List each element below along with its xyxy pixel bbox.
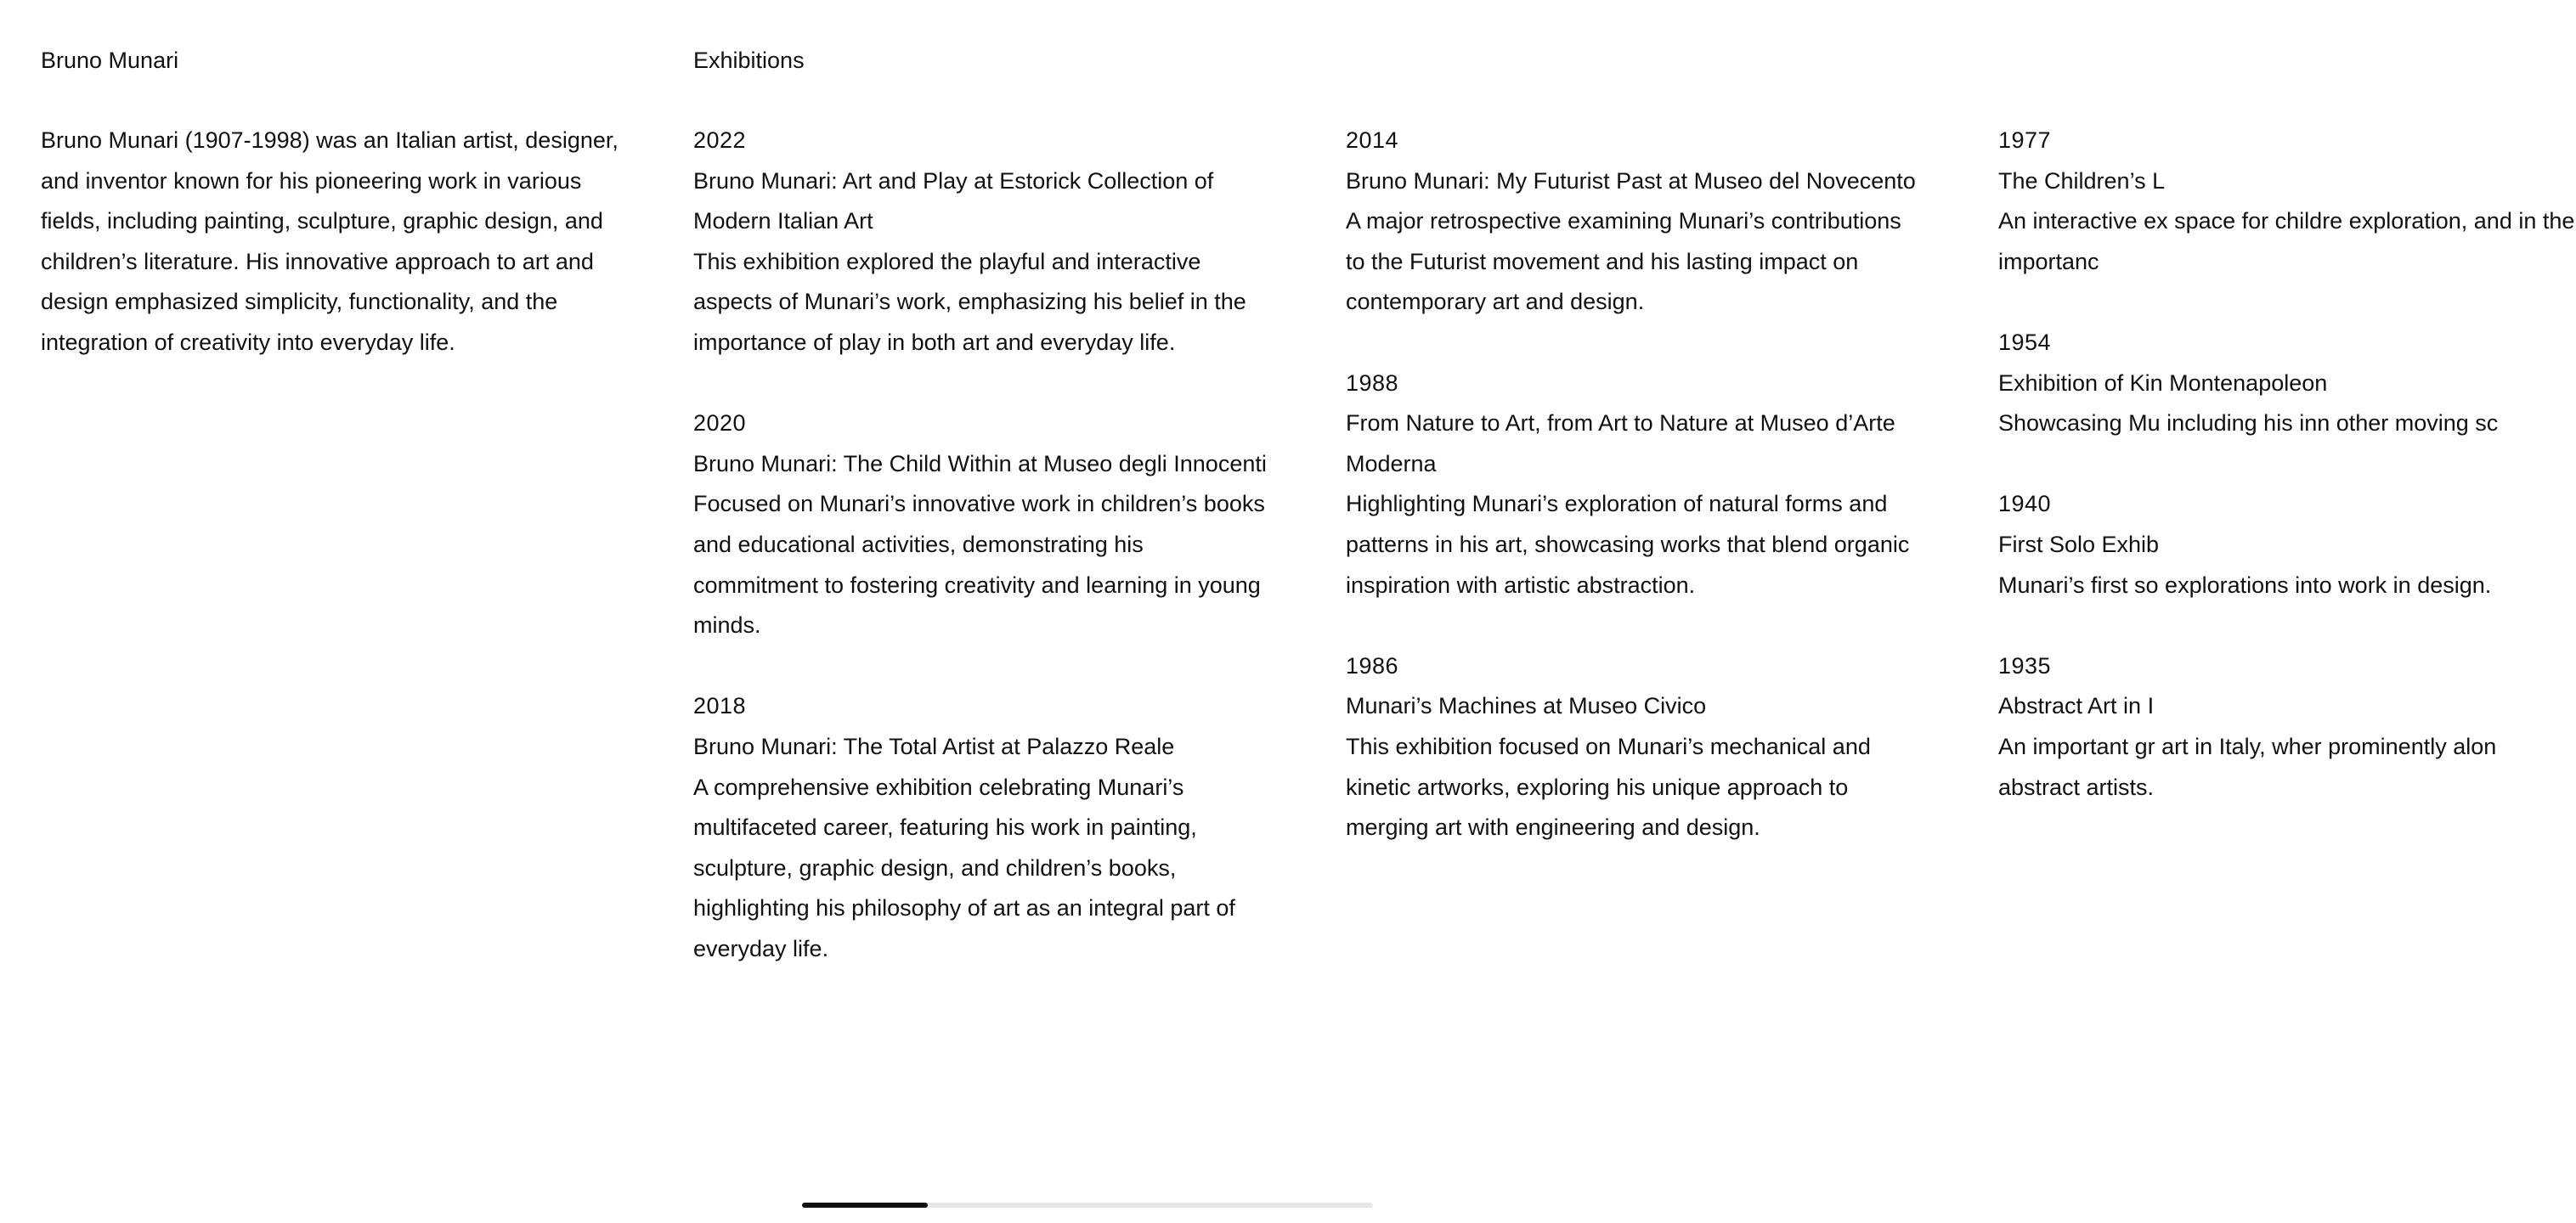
artist-name-heading: Bruno Munari bbox=[41, 48, 179, 73]
exhibition-entry bbox=[1346, 646, 1924, 848]
exhibition-year: 1954 bbox=[1998, 329, 2052, 355]
exhibition-year: 2018 bbox=[693, 693, 747, 719]
scrollbar-thumb[interactable] bbox=[802, 1203, 928, 1208]
exhibition-description: This exhibition focused on Munari’s mechanical and kinetic artworks, exploring his unique approach to merging art with engineering and design. bbox=[1346, 733, 1871, 841]
exhibition-title: First Solo Exhib bbox=[1998, 531, 2160, 557]
exhibition-title: Bruno Munari: My Futurist Past at Museo del Novecento bbox=[1346, 167, 1916, 194]
exhibition-entry bbox=[1998, 323, 2576, 444]
artist-bio-text: Bruno Munari (1907-1998) was an Italian artist, designer, and inventor known for his pioneering work in various fields, including painting, sculpture, graphic design, and children’s literature. His innovative approach to art and design emphasized simplicity, functionality, and the integration of creativity into everyday life. bbox=[41, 127, 619, 355]
exhibition-description: Highlighting Munari’s exploration of natural forms and patterns in his art, showcasing works that blend organic inspiration with artistic abstraction. bbox=[1346, 491, 1910, 598]
exhibition-title: Abstract Art in I bbox=[1998, 693, 2155, 719]
exhibition-entry bbox=[1998, 646, 2576, 808]
exhibition-year: 1977 bbox=[1998, 127, 2052, 153]
exhibition-description: A major retrospective examining Munari’s contributions to the Futurist movement and his lasting impact on contemporary art and design. bbox=[1346, 208, 1901, 315]
exhibition-title: Bruno Munari: The Child Within at Museo degli Innocenti bbox=[693, 450, 1267, 476]
exhibitions-heading: Exhibitions bbox=[693, 48, 805, 73]
exhibition-title: Exhibition of Kin Montenapoleon bbox=[1998, 369, 2328, 396]
exhibition-description: Munari’s first so explorations into work in design. bbox=[1998, 572, 2492, 598]
exhibition-description: An interactive ex space for childre exploration, and in the importanc bbox=[1998, 208, 2575, 274]
exhibition-entry bbox=[1998, 484, 2576, 606]
exhibition-year: 1940 bbox=[1998, 491, 2052, 517]
exhibition-year: 1935 bbox=[1998, 652, 2052, 679]
exhibition-year: 2020 bbox=[693, 410, 747, 437]
horizontal-scrollbar[interactable] bbox=[802, 1203, 1373, 1208]
exhibition-title: From Nature to Art, from Art to Nature at Museo d’Arte Moderna bbox=[1346, 410, 1895, 476]
exhibition-year: 2022 bbox=[693, 127, 747, 153]
exhibition-list bbox=[1346, 121, 1924, 888]
exhibition-title: Bruno Munari: The Total Artist at Palazzo Reale bbox=[693, 733, 1175, 759]
exhibition-description: Showcasing Mu including his inn other moving sc bbox=[1998, 410, 2499, 437]
exhibition-title: Bruno Munari: Art and Play at Estorick Collection of Modern Italian Art bbox=[693, 167, 1214, 234]
exhibition-description: An important gr art in Italy, wher prominently alon abstract artists. bbox=[1998, 733, 2497, 800]
exhibition-year: 1988 bbox=[1346, 369, 1399, 396]
exhibition-description: This exhibition explored the playful and interactive aspects of Munari’s work, emphasizing his belief in the importance of play in both art and everyday life. bbox=[693, 248, 1246, 355]
exhibition-list bbox=[693, 121, 1271, 1010]
exhibition-entry bbox=[1346, 364, 1924, 606]
exhibition-entry bbox=[693, 403, 1271, 646]
exhibition-entry bbox=[693, 686, 1271, 969]
exhibition-title: The Children’s L bbox=[1998, 167, 2166, 194]
exhibition-year: 1986 bbox=[1346, 652, 1399, 679]
exhibition-entry bbox=[1998, 121, 2576, 282]
exhibition-entry bbox=[693, 121, 1271, 364]
exhibition-list bbox=[1998, 121, 2576, 848]
exhibition-title: Munari’s Machines at Museo Civico bbox=[1346, 693, 1707, 719]
exhibition-year: 2014 bbox=[1346, 127, 1399, 153]
exhibition-description: A comprehensive exhibition celebrating Munari’s multifaceted career, featuring his work in painting, sculpture, graphic design, and children’s books, highlighting his philosophy of art as an integral part of everyday life. bbox=[693, 774, 1235, 961]
exhibition-description: Focused on Munari’s innovative work in children’s books and educational activities, demonstrating his commitment to fostering creativity and learning in young minds. bbox=[693, 491, 1265, 639]
exhibition-entry bbox=[1346, 121, 1924, 323]
